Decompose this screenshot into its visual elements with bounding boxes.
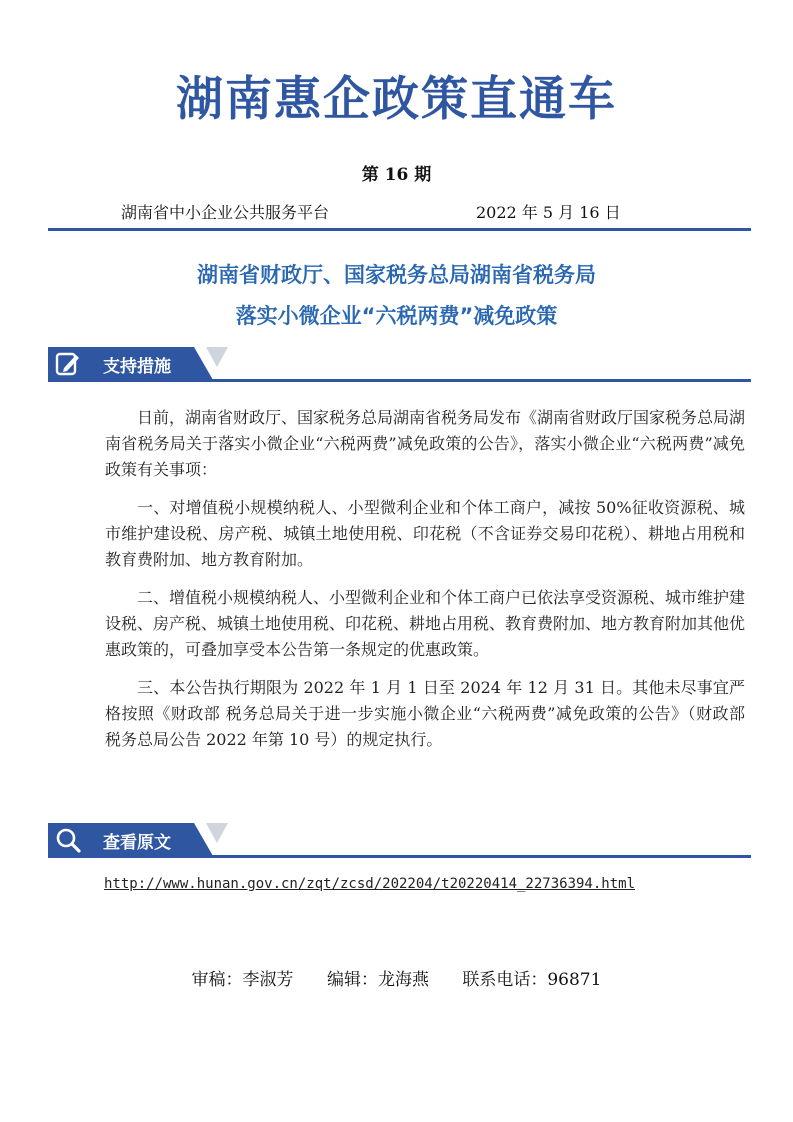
pen-note-icon <box>54 350 82 378</box>
section-underline <box>48 855 751 858</box>
contact-phone: 联系电话：96871 <box>462 970 602 990</box>
footer-credits <box>0 965 793 990</box>
masthead-title: 湖南惠企政策直通车 <box>176 72 617 127</box>
original-source-link[interactable]: http://www.hunan.gov.cn/zqt/zcsd/202204/t20220414_22736394.html <box>104 876 636 892</box>
paragraph-item-1: 一、对增值税小规模纳税人、小型微利企业和个体工商户，减按 50%征收资源税、城市维护建设税、房产税、城镇土地使用税、印花税（不含证券交易印花税）、耕地占用税和教育费附加、地方教育附加。 <box>105 498 745 569</box>
measures-body <box>105 405 745 765</box>
publisher-name: 湖南省中小企业公共服务平台 <box>121 203 330 222</box>
section-label-original: 查看原文 <box>103 833 171 853</box>
paragraph-intro: 日前，湖南省财政厅、国家税务总局湖南省税务局发布《湖南省财政厅国家税务总局湖南省税务局关于落实小微企业“六税两费”减免政策的公告》，落实小微企业“六税两费”减免政策有关事项： <box>105 408 746 479</box>
publish-date: 2022 年 5 月 16 日 <box>476 203 621 222</box>
article-title-line-2: 落实小微企业“六税两费”减免政策 <box>235 304 558 328</box>
section-underline <box>48 379 751 382</box>
section-header-original <box>48 823 751 861</box>
reviewer-credit: 审稿：李淑芳 <box>191 970 294 990</box>
article-title-line-1: 湖南省财政厅、国家税务总局湖南省税务局 <box>197 263 596 287</box>
section-tab-decoration <box>206 347 228 367</box>
section-tab-decoration <box>206 823 228 843</box>
editor-credit: 编辑：龙海燕 <box>326 970 429 990</box>
section-header-measures <box>48 347 751 385</box>
paragraph-item-2: 二、增值税小规模纳税人、小型微利企业和个体工商户已依法享受资源税、城市维护建设税、房产税、城镇土地使用税、印花税、耕地占用税、教育费附加、地方教育附加其他优惠政策的，可叠加享受本公告第一条规定的优惠政策。 <box>105 588 746 659</box>
issue-number: 第 16 期 <box>361 165 432 185</box>
header-divider <box>48 228 751 231</box>
magnifier-icon <box>54 826 82 854</box>
section-label-measures: 支持措施 <box>103 357 171 377</box>
paragraph-item-3: 三、本公告执行期限为 2022 年 1 月 1 日至 2024 年 12 月 31 日。其他未尽事宜严格按照《财政部 税务总局关于进一步实施小微企业“六税两费”减免政策的公告》（财政部 税务总局公告 2022 年第 10 号）的规定执行。 <box>105 678 745 749</box>
